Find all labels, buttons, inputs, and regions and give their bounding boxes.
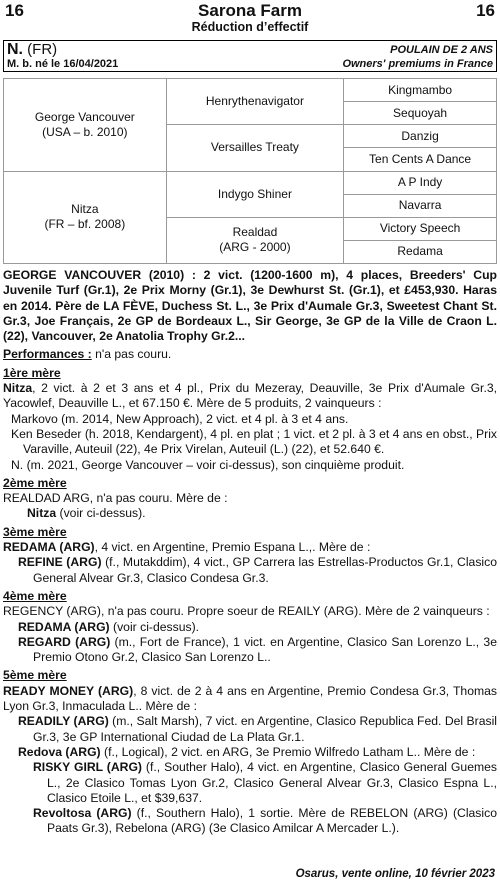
lot-number-right: 16: [476, 1, 495, 20]
dam1-title: 1ère mère: [3, 365, 61, 380]
pedigree-sds: Danzig: [344, 125, 497, 148]
pedigree-ddd: Redama: [344, 240, 497, 263]
horse-id-box: [3, 40, 497, 72]
dam5-text: READY MONEY (ARG), 8 vict. de 2 à 4 ans en Argentine, Premio Condesa Gr.3, Thomas Lyon Gr.3, Inmaculada L.. Mère de :: [3, 683, 497, 714]
performances-line: Performances : n'a pas couru.: [3, 347, 172, 362]
horse-name-line: [7, 41, 57, 59]
horse-name: N.: [7, 41, 23, 58]
pedigree-sdd: Ten Cents A Dance: [344, 148, 497, 171]
sale-footer: Osarus, vente online, 10 février 2023: [295, 868, 495, 880]
dam2-text: REALDAD ARG, n'a pas couru. Mère de :: [3, 491, 228, 506]
pedigree-dam-sire: Indygo Shiner: [166, 171, 343, 217]
pedigree-sire: George Vancouver (USA – b. 2010): [4, 79, 167, 172]
dam5-title: 5ème mère: [3, 668, 67, 683]
consignment-subtitle: Réduction d’effectif: [191, 20, 309, 34]
dam2-produce: Nitza (voir ci-dessus).: [27, 506, 146, 521]
horse-sex-age: POULAIN DE 2 ANS: [390, 44, 493, 56]
horse-country: (FR): [23, 41, 58, 58]
dam1-text: Nitza, 2 vict. à 2 et 3 ans et 4 pl., Prix du Mezeray, Deauville, 3e Prix d'Aumale Gr.3, Yacowlef, Deauville L., et 67.150 €. Mère de 5 produits, 2 vainqueurs :: [3, 381, 497, 411]
dam4-produce: REDAMA (ARG) (voir ci-dessus).: [18, 619, 200, 634]
dam4-text: REGENCY (ARG), n'a pas couru. Propre soeur de REAILY (ARG). Mère de 2 vainqueurs :: [3, 604, 490, 619]
dam5-grand-produce: Revoltosa (ARG) (f., Southern Halo), 1 sortie. Mère de REBELON (ARG) (Clasico Paats Gr.3), Rebelona (ARG) (3e Clasico Amilcar A Mercader L.).: [33, 806, 497, 836]
dam5-produce: READILY (ARG) (m., Salt Marsh), 7 vict. en Argentine, Clasico Republica Fed. Del Brasil Gr.3, 3e GP International Ciudad de La Plata Gr.1.: [18, 714, 497, 744]
pedigree-dds: Victory Speech: [344, 217, 497, 240]
horse-birth: M. b. né le 16/04/2021: [7, 58, 119, 70]
owners-premiums: Owners' premiums in France: [342, 58, 493, 70]
pedigree-sire-dam: Versailles Treaty: [166, 125, 343, 171]
dam2-title: 2ème mère: [3, 475, 67, 490]
dam3-produce: REFINE (ARG) (f., Mutakddim), 4 vict., GP Carrera las Estrellas-Productos Gr.1, Clasico General Alvear Gr.3, Clasico Condesa Gr.3.: [18, 555, 497, 585]
dam5-produce: Redova (ARG) (f., Logical), 2 vict. en ARG, 3e Premio Wilfredo Latham L.. Mère de :: [18, 744, 476, 759]
lot-number-left: 16: [5, 1, 24, 20]
catalogue-body: [3, 268, 497, 837]
farm-title: Sarona Farm: [198, 1, 302, 20]
pedigree-sire-sire: Henrythenavigator: [166, 79, 343, 125]
dam1-produce: Markovo (m. 2014, New Approach), 2 vict. et 4 pl. à 3 et 4 ans.: [11, 411, 349, 426]
dam1-produce: N. (m. 2021, George Vancouver – voir ci-dessus), son cinquième produit.: [11, 457, 405, 472]
pedigree-ssd: Sequoyah: [344, 102, 497, 125]
dam4-produce: REGARD (ARG) (m., Fort de France), 1 vict. en Argentine, Clasico San Lorenzo L., 3e Premio Otono Gr.2, Clasico San Lorenzo L..: [18, 634, 497, 665]
pedigree-sss: Kingmambo: [344, 79, 497, 102]
pedigree-dsd: Navarra: [344, 194, 497, 217]
pedigree-dam-dam: Realdad (ARG - 2000): [166, 217, 343, 263]
dam3-title: 3ème mère: [3, 524, 67, 539]
sire-summary: GEORGE VANCOUVER (2010) : 2 vict. (1200-1600 m), 4 places, Breeders' Cup Juvenile Turf (Gr.1), 2e Prix Morny (Gr.1), 3e Dewhurst St. (Gr.1), et £453,930. Haras en 2014. Père de LA FÈVE, Duchess St. L., 3e Prix d'Aumale Gr.3, Sweetest Chant St. Gr.3, Joe Français, 2e GP de Bordeaux L., Sir George, 3e GP de la Ville de Craon L. (22), Vancouver, 2e Anatolia Trophy Gr.2...: [3, 268, 497, 344]
page-header: [5, 0, 495, 40]
dam4-title: 4ème mère: [3, 588, 67, 603]
dam3-text: REDAMA (ARG), 4 vict. en Argentine, Premio Espana L.,. Mère de :: [3, 540, 371, 555]
dam5-grand-produce: RISKY GIRL (ARG) (f., Souther Halo), 4 vict. en Argentine, Clasico General Guemes L., 2e Clasico Tomas Lyon Gr.2, Clasico General Alvear Gr.3, Clasico Espna L., Clasico Etoile L., et $39,637.: [33, 760, 497, 805]
dam1-produce: Ken Beseder (h. 2018, Kendargent), 4 pl. en plat ; 1 vict. et 2 pl. à 3 et 4 ans en obst., Prix Varaville, Auteuil (22), 4e Prix Virelan, Auteuil (L.) (22), et 52.640 €.: [11, 426, 497, 457]
pedigree-table: [3, 78, 497, 264]
pedigree-dss: A P Indy: [344, 171, 497, 194]
pedigree-dam: Nitza (FR – bf. 2008): [4, 171, 167, 264]
